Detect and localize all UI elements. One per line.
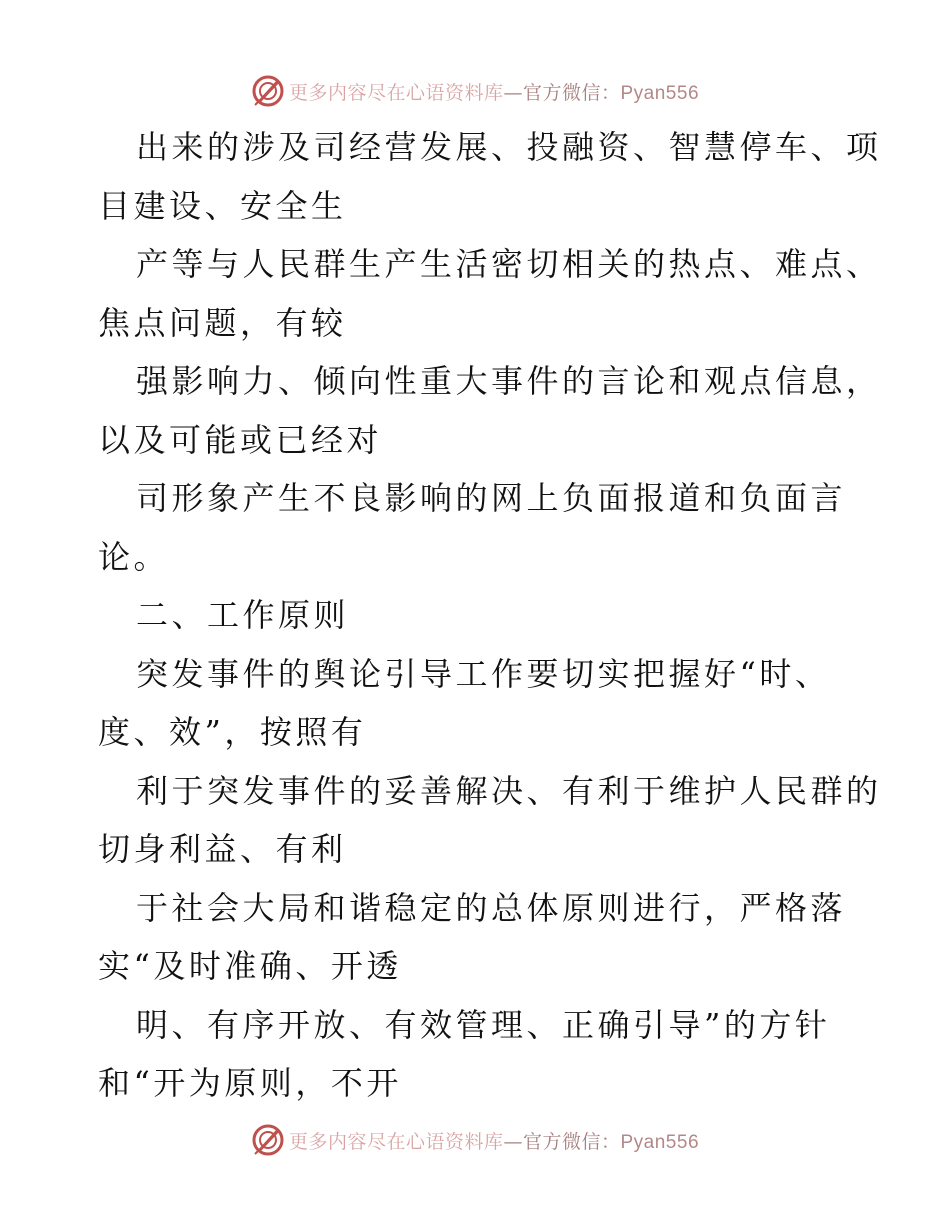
header-wechat-id: Pyan556 — [620, 82, 700, 104]
header-watermark-text — [289, 78, 699, 105]
text-line: 度、效”，按照有 — [98, 713, 367, 751]
footer-wechat-label: —官方微信： — [503, 1130, 621, 1153]
footer-site-name: 更多内容尽在心语资料库 — [288, 1130, 504, 1153]
text-line: 强影响力、倾向性重大事件的言论和观点信息， — [136, 362, 882, 400]
text-line: 目建设、安全生 — [98, 186, 347, 225]
text-line: 于社会大局和谐稳定的总体原则进行，严格落 — [136, 888, 847, 927]
header-watermark — [0, 71, 950, 111]
text-line: 明、有序开放、有效管理、正确引导”的方针 — [136, 1005, 831, 1044]
document-body — [98, 118, 882, 1113]
text-line: 利于突发事件的妥善解决、有利于维护人民群的 — [136, 771, 882, 810]
text-line: 论。 — [98, 537, 170, 576]
text-line: 以及可能或已经对 — [98, 420, 383, 459]
text-line: 和“开为原则，不开 — [98, 1064, 402, 1102]
text-line: 突发事件的舆论引导工作要切实把握好“时、 — [136, 654, 831, 693]
text-line: 司形象产生不良影响的网上负面报道和负面言 — [136, 479, 847, 517]
text-line: 焦点问题，有较 — [98, 303, 347, 342]
footer-watermark-text — [289, 1127, 699, 1154]
quill-logo-icon — [251, 74, 285, 108]
text-line: 产等与人民群生产生活密切相关的热点、难点、 — [136, 245, 882, 283]
header-site-name: 更多内容尽在心语资料库 — [288, 81, 504, 104]
header-wechat-label: —官方微信： — [503, 81, 621, 104]
text-line: 二、工作原则 — [136, 596, 350, 634]
quill-logo-icon — [251, 1123, 285, 1157]
text-line: 出来的涉及司经营发展、投融资、智慧停车、项 — [136, 128, 882, 166]
text-line: 切身利益、有利 — [98, 830, 347, 868]
footer-watermark — [0, 1120, 950, 1160]
text-line: 实“及时准确、开透 — [98, 947, 402, 985]
footer-wechat-id: Pyan556 — [620, 1131, 700, 1153]
